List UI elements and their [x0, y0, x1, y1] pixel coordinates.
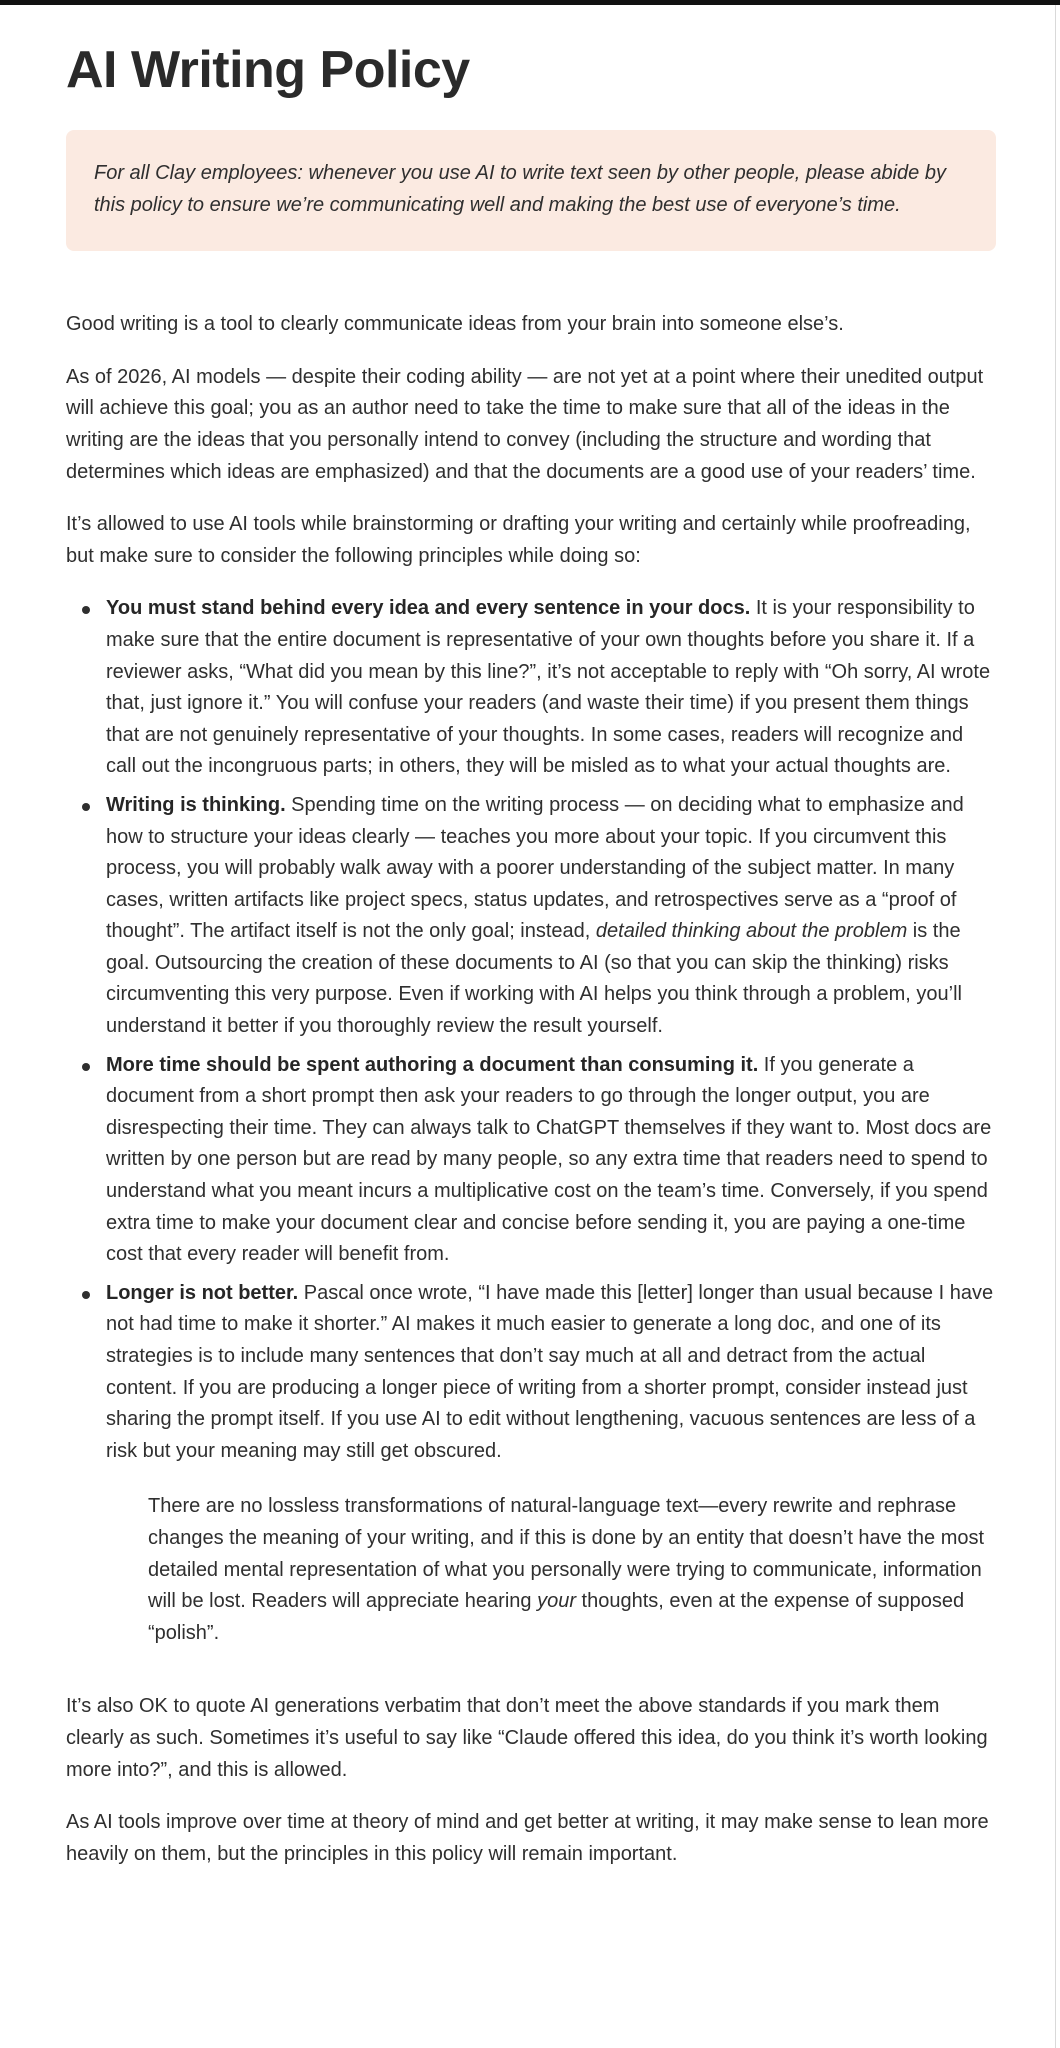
principle-text: Pascal once wrote, “I have made this [letter] longer than usual because I have not had time to make it shorter.” AI makes it much easier to generate a long doc, and one of its strategies is to include many sentences that don’t say much at all and detract from the actual content. If you are producing a longer piece of writing from a shorter prompt, consider instead just sharing the prompt itself. If you use AI to edit without lengthening, vacuous sentences are less of a risk but your meaning may still get obscured. — [106, 1281, 994, 1462]
indented-paragraph — [148, 1491, 996, 1649]
principle-heading: Longer is not better. — [106, 1281, 299, 1304]
principle-heading: Writing is thinking. — [106, 793, 286, 816]
indented-text: thoughts, even at the expense of supposed “polish”. — [148, 1590, 965, 1644]
closing-section — [66, 1691, 996, 1870]
scrollbar-track[interactable] — [1055, 5, 1056, 2048]
intro-paragraph-1: Good writing is a tool to clearly communicate ideas from your brain into someone else’s. — [66, 313, 844, 336]
policy-callout: For all Clay employees: whenever you use AI to write text seen by other people, please abide by this policy to ensure we’re communicating well and making the best use of everyone’s time. — [66, 130, 996, 251]
principle-heading: More time should be spent authoring a document than consuming it. — [106, 1053, 759, 1076]
list-item — [106, 593, 996, 783]
intro-paragraph-3: It’s allowed to use AI tools while brainstorming or drafting your writing and certainly while proofreading, but make sure to consider the following principles while doing so: — [66, 513, 971, 567]
bullet-icon — [82, 606, 90, 614]
intro-paragraph-2: As of 2026, AI models — despite their coding ability — are not yet at a point where their unedited output will achieve this goal; you as an author need to take the time to make sure that all of the ideas in the writing are the ideas that you personally intend to convey (including the structure and wording that determines which ideas are emphasized) and that the documents are a good use of your readers’ time. — [66, 365, 984, 483]
bullet-icon — [82, 1291, 90, 1299]
principle-text: It is your responsibility to make sure that the entire document is representative of your own thoughts before you share it. If a reviewer asks, “What did you mean by this line?”, it’s not acceptable to reply with “Oh sorry, AI wrote that, just ignore it.” You will confuse your readers (and waste their time) if you present them things that are not genuinely representative of your thoughts. In some cases, readers will recognize and call out the incongruous parts; in others, they will be misled as to what your actual thoughts are. — [106, 597, 991, 778]
principles-list — [66, 593, 996, 1649]
closing-paragraph-1: It’s also OK to quote AI generations verbatim that don’t meet the above standards if you mark them clearly as such. Sometimes it’s useful to say like “Claude offered this idea, do you think it’s worth looking more into?”, and this is allowed. — [66, 1695, 988, 1781]
principle-emphasis: detailed thinking about the problem — [595, 920, 908, 943]
bullet-icon — [82, 1063, 90, 1071]
list-item — [106, 790, 996, 1043]
indented-text: There are no lossless transformations of natural-language text—every rewrite and rephrase changes the meaning of your writing, and if this is done by an entity that doesn’t have the most detailed mental representation of what you personally were trying to communicate, information will be lost. Readers will appreciate hearing — [148, 1495, 985, 1613]
bullet-icon — [82, 803, 90, 811]
principle-heading: You must stand behind every idea and every sentence in your docs. — [106, 597, 751, 620]
list-item — [106, 1050, 996, 1271]
document-body — [66, 309, 996, 1870]
document-page — [66, 30, 996, 1891]
indented-emphasis: your — [537, 1590, 576, 1613]
list-item — [106, 1278, 996, 1650]
window-top-border — [0, 0, 1060, 5]
page-title: AI Writing Policy — [66, 41, 470, 99]
principle-text: is the goal. Outsourcing the creation of these documents to AI (so that you can skip the thinking) risks circumventing this very purpose. Even if working with AI helps you think through a problem, you’ll understand it better if you thoroughly review the result yourself. — [106, 920, 962, 1038]
principle-text: Spending time on the writing process — on deciding what to emphasize and how to structure your ideas clearly — teaches you more about your topic. If you circumvent this process, you will probably walk away with a poorer understanding of the subject matter. In many cases, written artifacts like project specs, status updates, and retrospectives serve as a “proof of thought”. The artifact itself is not the only goal; instead, — [106, 793, 964, 943]
closing-paragraph-2: As AI tools improve over time at theory of mind and get better at writing, it may make sense to lean more heavily on them, but the principles in this policy will remain important. — [66, 1811, 989, 1865]
principle-text: If you generate a document from a short prompt then ask your readers to go through the longer output, you are disrespecting their time. They can always talk to ChatGPT themselves if they want to. Most docs are written by one person but are read by many people, so any extra time that readers need to spend to understand what you meant incurs a multiplicative cost on the team’s time. Conversely, if you spend extra time to make your document clear and concise before sending it, you are paying a one-time cost that every reader will benefit from. — [106, 1053, 992, 1266]
